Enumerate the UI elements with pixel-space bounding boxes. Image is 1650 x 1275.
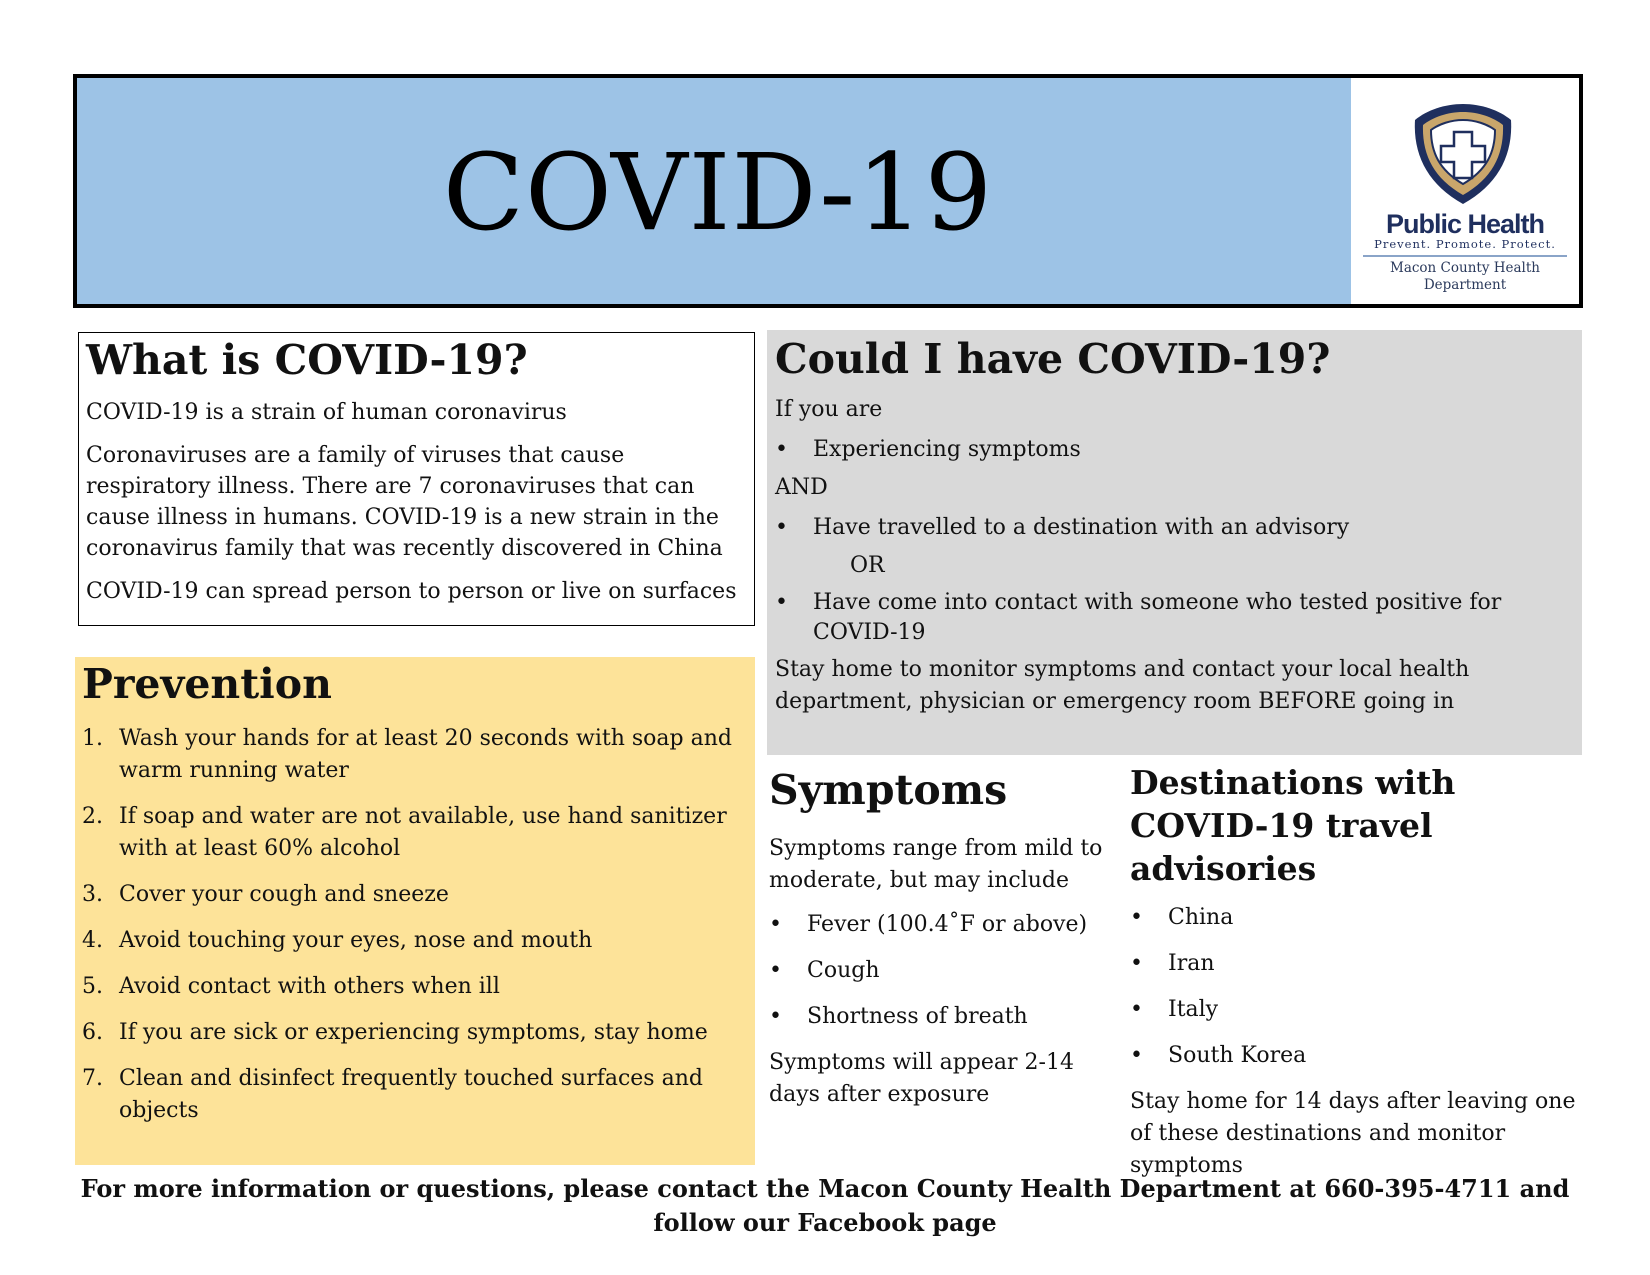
bullet-icon: •	[775, 515, 788, 540]
prevention-section	[75, 657, 755, 1165]
bullet-icon: •	[1130, 951, 1143, 976]
list-item	[1130, 994, 1585, 1026]
symptom-text: Shortness of breath	[807, 1004, 1028, 1029]
what-paragraph-3: COVID-19 can spread person to person or live on surfaces	[86, 579, 737, 604]
footer-contact: For more information or questions, please contact the Macon County Health Department at 660-395-4711 and follow our Facebook page	[80, 1174, 1570, 1237]
symptoms-closing: Symptoms will appear 2-14 days after exposure	[769, 1050, 1074, 1107]
public-health-logo	[1351, 78, 1579, 304]
destination-text: Italy	[1168, 997, 1219, 1022]
prevention-item-text: Cover your cough and sneeze	[119, 882, 449, 907]
destinations-heading: Destinations with COVID-19 travel advisories	[1130, 763, 1456, 888]
bullet-icon: •	[769, 1004, 782, 1029]
bullet-icon: •	[775, 437, 788, 462]
bullet-icon: •	[1130, 997, 1143, 1022]
logo-tagline: Prevent. Promote. Protect.	[1374, 237, 1556, 251]
list-item	[769, 955, 1122, 987]
destination-text: China	[1168, 905, 1234, 930]
prevention-item: 5. Avoid contact with others when ill	[82, 974, 500, 999]
destinations-closing: Stay home for 14 days after leaving one of these destinations and monitor symptoms	[1130, 1089, 1576, 1178]
could-item-text: Have come into contact with someone who tested positive for COVID-19	[813, 590, 1502, 645]
could-closing: Stay home to monitor symptoms and contact your local health department, physician or emergency room BEFORE going in	[775, 657, 1470, 714]
symptoms-section	[767, 765, 1122, 1145]
could-i-have-covid-section	[767, 330, 1582, 755]
bullet-icon: •	[769, 958, 782, 983]
prevention-item-text: Avoid contact with others when ill	[119, 974, 500, 999]
logo-department-line1: Macon County Health	[1390, 260, 1540, 276]
destinations-list	[1130, 902, 1585, 1072]
prevention-item: 4. Avoid touching your eyes, nose and mouth	[82, 928, 593, 953]
prevention-item: 6. If you are sick or experiencing symptoms, stay home	[82, 1020, 708, 1045]
logo-department	[1351, 260, 1579, 294]
prevention-item-text: If soap and water are not available, use hand sanitizer with at least 60% alcohol	[119, 804, 727, 861]
could-item-symptoms	[775, 434, 1572, 466]
header-banner	[73, 74, 1583, 308]
symptoms-list	[769, 909, 1122, 1033]
could-heading: Could I have COVID-19?	[775, 335, 1331, 383]
symptoms-heading: Symptoms	[769, 766, 1008, 814]
bullet-icon: •	[775, 590, 788, 615]
prevention-list	[82, 723, 747, 1127]
destination-text: South Korea	[1168, 1043, 1307, 1068]
list-item	[769, 1001, 1122, 1033]
symptom-text: Fever (100.4˚F or above)	[807, 912, 1088, 937]
could-or: OR	[850, 553, 885, 578]
prevention-item-text: Avoid touching your eyes, nose and mouth	[119, 928, 593, 953]
what-is-covid-section	[78, 332, 755, 626]
bullet-icon: •	[769, 912, 782, 937]
destinations-section	[1130, 761, 1585, 1178]
could-intro: If you are	[775, 397, 883, 422]
what-paragraph-1: COVID-19 is a strain of human coronavirus	[86, 400, 567, 425]
bullet-icon: •	[1130, 1043, 1143, 1068]
list-item	[1130, 902, 1585, 934]
prevention-item: 7. Clean and disinfect frequently touched surfaces and objects	[82, 1066, 703, 1123]
list-item	[1130, 948, 1585, 980]
prevention-item-text: Clean and disinfect frequently touched surfaces and objects	[119, 1066, 703, 1123]
prevention-heading: Prevention	[82, 660, 332, 708]
could-item-text: Have travelled to a destination with an advisory	[813, 515, 1350, 540]
logo-department-line2: Department	[1423, 277, 1507, 293]
page-title: COVID-19	[442, 130, 994, 254]
prevention-item: 3. Cover your cough and sneeze	[82, 882, 449, 907]
destination-text: Iran	[1168, 951, 1215, 976]
could-item-contact	[775, 588, 1572, 648]
list-item	[1130, 1040, 1585, 1072]
prevention-item: 2. If soap and water are not available, use hand sanitizer with at least 60% alcohol	[82, 804, 727, 861]
list-item	[769, 909, 1122, 941]
bullet-icon: •	[1130, 905, 1143, 930]
prevention-item-text: Wash your hands for at least 20 seconds with soap and warm running water	[119, 726, 732, 783]
shield-cross-icon	[1407, 98, 1519, 210]
logo-divider	[1363, 255, 1567, 257]
could-item-travel	[775, 512, 1572, 544]
prevention-item: 1. Wash your hands for at least 20 seconds with soap and warm running water	[82, 726, 732, 783]
what-heading: What is COVID-19?	[86, 336, 528, 384]
could-item-text: Experiencing symptoms	[813, 437, 1081, 462]
symptoms-intro: Symptoms range from mild to moderate, but may include	[769, 836, 1103, 893]
logo-wordmark: Public Health	[1385, 209, 1545, 239]
what-paragraph-2: Coronaviruses are a family of viruses that cause respiratory illness. There are 7 coronaviruses that can cause illness in humans. COVID-19 is a new strain in the coronavirus family that was recently discovered in China	[86, 443, 723, 561]
symptom-text: Cough	[807, 958, 880, 983]
could-and: AND	[775, 475, 828, 500]
prevention-item-text: If you are sick or experiencing symptoms, stay home	[119, 1020, 708, 1045]
